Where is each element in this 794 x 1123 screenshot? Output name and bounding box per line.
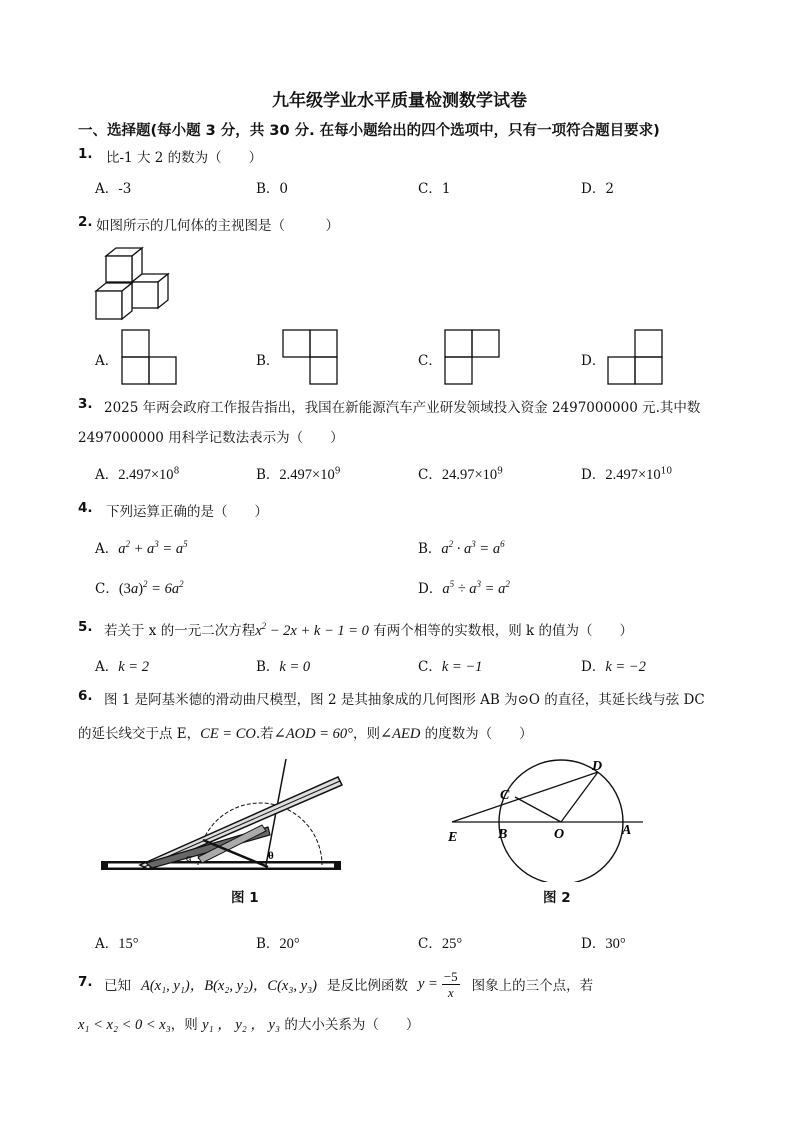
fraction-denominator: x (447, 984, 454, 1000)
figure-1-ruler-model (98, 755, 348, 880)
option-label: C． (418, 659, 442, 675)
point-c-label: C (500, 788, 510, 803)
math-expr: ∠AED (379, 726, 421, 742)
point-d-label: D (592, 759, 603, 774)
option-b[interactable] (418, 537, 505, 558)
option-b[interactable] (256, 463, 340, 484)
point-b-label: B (498, 827, 508, 842)
stem-text: 的大小关系为（ ） (284, 1017, 420, 1033)
option-label: C． (95, 581, 119, 597)
option-b-view[interactable] (282, 329, 340, 385)
option-c[interactable]: C．1 (418, 181, 451, 197)
math-expr: ∠AOD = 60° (273, 726, 353, 742)
option-exponent: 8 (173, 466, 180, 477)
figure-2-circle-geometry (440, 752, 670, 882)
question-stem: 如图所示的几何体的主视图是（ ） (96, 218, 339, 234)
question-stem: 比-1 大 2 的数为（ ） (106, 150, 263, 166)
stem-text: 图象上的三个点，若 (471, 978, 594, 994)
stem-text: ，则 (352, 726, 380, 742)
option-exponent: 9 (334, 466, 341, 477)
vars-expr: y₁ ， y₂ ， y₃ (202, 1017, 281, 1033)
figure-2-caption: 图 2 (543, 890, 571, 906)
option-b[interactable]: B．0 (256, 181, 289, 197)
option-b[interactable] (256, 932, 300, 953)
question-stem-cont (78, 722, 533, 743)
option-label: B． (256, 659, 280, 675)
option-label: A． (95, 936, 119, 952)
option-label: D． (418, 581, 443, 597)
option-value: 20° (279, 936, 300, 952)
option-expr: $a^2 + a^3 = a^5$ (118, 539, 188, 557)
question-stem-cont (78, 1013, 419, 1034)
option-c-view[interactable] (444, 329, 502, 385)
stem-text: 是反比例函数 (326, 978, 408, 994)
question-number: 2. (78, 214, 93, 230)
option-label: C． (418, 467, 442, 483)
option-value: 24.97×10 (441, 467, 498, 483)
option-expr: k = −2 (605, 659, 646, 675)
question-stem (104, 966, 593, 1002)
point-e-label: E (448, 830, 458, 845)
option-b[interactable]: B． (256, 353, 280, 369)
question-number: 4. (78, 500, 93, 516)
option-label: B． (256, 467, 280, 483)
option-c[interactable]: C． (418, 353, 442, 369)
point-a-label: A (622, 823, 632, 838)
option-a[interactable] (95, 655, 149, 676)
question-stem (104, 619, 633, 640)
option-d[interactable]: D．2 (581, 181, 614, 197)
stem-text: .若 (255, 726, 274, 742)
question-number: 5. (78, 619, 93, 635)
option-expr: $a^5 \div a^3 = a^2$ (442, 579, 510, 597)
option-exponent: 9 (497, 466, 503, 477)
page-title: 九年级学业水平质量检测数学试卷 (272, 91, 527, 111)
option-label: D． (581, 659, 606, 675)
option-c[interactable] (95, 577, 184, 598)
cube-solid-figure (92, 246, 174, 324)
stem-text: 有两个相等的实数根，则 k 的值为（ ） (373, 623, 633, 639)
option-exponent: 10 (660, 466, 673, 477)
option-d-view[interactable] (607, 329, 665, 385)
question-number: 6. (78, 688, 93, 704)
option-a[interactable] (95, 463, 179, 484)
option-label: D． (581, 467, 606, 483)
question-stem: 下列运算正确的是（ ） (106, 504, 268, 520)
math-expr: CE = CO (200, 726, 256, 742)
fraction (442, 969, 460, 1000)
question-stem-cont: 2497000000 用科学记数法表示为（ ） (78, 430, 344, 446)
option-a-view[interactable] (121, 329, 179, 385)
alpha-label: α (186, 852, 192, 864)
stem-text: 若关于 x 的一元二次方程 (104, 623, 256, 639)
theta-label: θ (268, 850, 274, 862)
option-d[interactable]: D． (581, 353, 606, 369)
option-label: A． (95, 541, 119, 557)
stem-text: 已知 (104, 978, 131, 994)
option-b[interactable] (256, 655, 310, 676)
option-c[interactable] (418, 655, 482, 676)
option-label: A． (95, 659, 119, 675)
option-d[interactable] (418, 577, 510, 598)
question-stem: 图 1 是阿基米德的滑动曲尺模型，图 2 是其抽象成的几何图形 AB 为⊙O 的直径，其延长线与弦 DC (104, 692, 705, 708)
option-value: 2.497×10 (605, 467, 661, 483)
points-expr: A(x₁, y₁)，B(x₂, y₂)，C(x₃, y₃) (141, 977, 317, 994)
option-value: 15° (118, 936, 139, 952)
point-o-label: O (554, 827, 565, 842)
option-expr: k = 2 (118, 659, 149, 675)
section-heading: 一、选择题(每小题 3 分，共 30 分. 在每小题给出的四个选项中，只有一项符合题目要求) (78, 123, 660, 139)
stem-text: 的延长线交于点 E， (78, 726, 201, 742)
condition-expr: x₁ < x₂ < 0 < x₃ (78, 1017, 171, 1033)
option-d[interactable] (581, 655, 646, 676)
option-label: B． (256, 936, 280, 952)
stem-text: ，则 (170, 1017, 198, 1033)
option-expr: $(3a)^2 = 6a^2$ (118, 579, 184, 597)
question-number: 1. (78, 146, 93, 162)
option-expr: $a^2 \cdot a^3 = a^6$ (441, 539, 505, 557)
question-number: 7. (78, 974, 93, 990)
option-a[interactable] (95, 932, 139, 953)
option-value: 30° (605, 936, 626, 952)
option-c[interactable] (418, 932, 462, 953)
option-label: B． (418, 541, 442, 557)
function-lhs: y = (417, 975, 438, 992)
option-label: C． (418, 936, 442, 952)
option-expr: k = 0 (279, 659, 311, 675)
option-value: 2.497×10 (118, 467, 174, 483)
option-c[interactable] (418, 463, 503, 484)
option-value: 2.497×10 (279, 467, 335, 483)
option-label: D． (581, 936, 606, 952)
option-d[interactable] (581, 932, 626, 953)
option-d[interactable] (581, 463, 672, 484)
option-value: 25° (441, 936, 463, 952)
option-expr: k = −1 (441, 659, 483, 675)
question-stem: 2025 年两会政府工作报告指出，我国在新能源汽车产业研发领域投入资金 2497000000 元.其中数 (104, 400, 701, 416)
fraction-numerator: −5 (443, 968, 458, 984)
option-a[interactable]: A．-3 (95, 181, 132, 197)
figure-1-caption: 图 1 (231, 890, 259, 906)
question-number: 3. (78, 396, 93, 412)
equation: $x^2 - 2x + k - 1 = 0$ (255, 621, 369, 639)
option-a[interactable] (95, 537, 188, 558)
option-label: A． (95, 467, 119, 483)
stem-text: 的度数为（ ） (424, 726, 533, 742)
option-a[interactable]: A． (95, 353, 119, 369)
